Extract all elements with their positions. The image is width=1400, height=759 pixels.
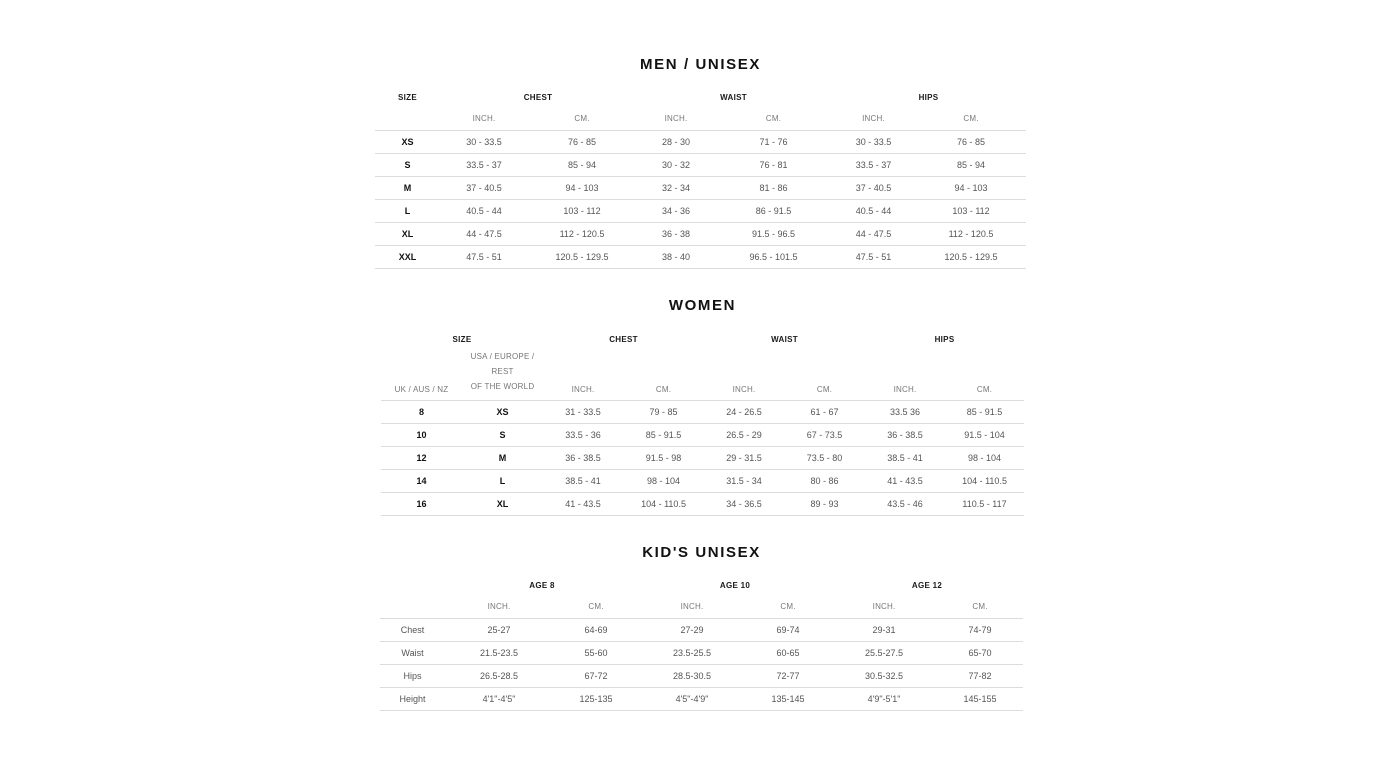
women-unit-header: CM. [816, 385, 833, 394]
value-cell: 120.5 - 129.5 [555, 251, 609, 262]
usa-size-cell: M [498, 453, 507, 463]
value-cell: 96.5 - 101.5 [749, 251, 798, 262]
value-cell: 36 - 38.5 [565, 453, 601, 463]
women-unit-header: INCH. [571, 385, 595, 394]
value-cell: 104 - 110.5 [962, 476, 1007, 486]
value-cell: 44 - 47.5 [855, 228, 892, 239]
value-cell: 26.5-28.5 [479, 670, 519, 681]
value-cell: 112 - 120.5 [948, 228, 994, 239]
value-cell: 37 - 40.5 [855, 182, 892, 193]
usa-size-cell: XL [496, 499, 509, 509]
value-cell: 71 - 76 [759, 136, 788, 147]
value-cell: 85 - 91.5 [966, 407, 1003, 417]
value-cell: 81 - 86 [759, 182, 788, 193]
value-cell: 76 - 85 [567, 136, 597, 147]
kids-unit-header: CM. [588, 602, 604, 612]
value-cell: 38.5 - 41 [565, 476, 601, 486]
men-unit-header: CM. [963, 114, 979, 124]
uk-size-cell: 10 [416, 430, 427, 440]
value-cell: 30 - 32 [661, 159, 691, 170]
size-cell: S [404, 159, 411, 170]
value-cell: 47.5 - 51 [855, 251, 892, 262]
kids-unit-header: CM. [780, 602, 796, 612]
women-usa-size-header [462, 349, 543, 401]
measure-label-cell: Chest [400, 624, 425, 635]
women-chest-header: CHEST [609, 334, 638, 344]
table-row [375, 130, 1026, 153]
table-row [380, 664, 1023, 687]
measure-label-cell: Hips [403, 670, 422, 681]
value-cell: 44 - 47.5 [466, 228, 502, 239]
value-cell: 85 - 94 [956, 159, 986, 170]
value-cell: 125-135 [579, 693, 613, 704]
value-cell: 98 - 104 [647, 476, 681, 486]
men-hips-header: HIPS [918, 93, 939, 102]
value-cell: 33.5 - 36 [565, 430, 601, 440]
kids-unit-spacer [380, 596, 445, 618]
measure-label-cell: Height [399, 693, 426, 704]
value-cell: 79 - 85 [649, 407, 678, 417]
uk-size-cell: 14 [416, 476, 427, 486]
value-cell: 30.5-32.5 [865, 670, 904, 681]
men-chest-header: CHEST [523, 93, 553, 102]
value-cell: 34 - 36 [661, 205, 691, 216]
women-size-header: SIZE [452, 334, 472, 344]
value-cell: 80 - 86 [810, 476, 839, 486]
value-cell: 27-29 [680, 624, 704, 635]
value-cell: 47.5 - 51 [466, 251, 502, 262]
women-unit-header: CM. [655, 385, 672, 394]
value-cell: 41 - 43.5 [887, 476, 923, 486]
women-usa-size-header-line2: OF THE WORLD [470, 382, 535, 391]
value-cell: 120.5 - 129.5 [944, 251, 998, 262]
value-cell: 34 - 36.5 [726, 499, 762, 509]
value-cell: 40.5 - 44 [466, 205, 502, 216]
value-cell: 77-82 [968, 670, 992, 681]
men-unit-header: INCH. [472, 114, 496, 124]
value-cell: 89 - 93 [810, 499, 839, 509]
value-cell: 86 - 91.5 [755, 205, 792, 216]
women-hips-header: HIPS [934, 334, 955, 344]
value-cell: 33.5 - 37 [466, 159, 502, 170]
value-cell: 28.5-30.5 [673, 670, 712, 681]
value-cell: 31 - 33.5 [565, 407, 601, 417]
men-title: MEN / UNISEX [640, 56, 761, 73]
table-row [381, 470, 1024, 493]
value-cell: 26.5 - 29 [726, 430, 762, 440]
table-row [381, 493, 1024, 516]
value-cell: 4'1"-4'5" [482, 693, 516, 704]
value-cell: 104 - 110.5 [641, 499, 686, 509]
uk-size-cell: 12 [416, 453, 427, 463]
value-cell: 43.5 - 46 [887, 499, 923, 509]
value-cell: 69-74 [776, 624, 800, 635]
men-waist-header: WAIST [720, 93, 747, 102]
value-cell: 110.5 - 117 [962, 499, 1007, 509]
size-cell: XXL [398, 251, 417, 262]
value-cell: 91.5 - 98 [645, 453, 682, 463]
women-section [381, 297, 1024, 509]
women-unit-header: INCH. [732, 385, 756, 394]
value-cell: 36 - 38.5 [887, 430, 923, 440]
value-cell: 67 - 73.5 [806, 430, 843, 440]
uk-size-cell: 16 [416, 499, 427, 509]
value-cell: 91.5 - 104 [964, 430, 1005, 440]
women-unit-header: INCH. [893, 385, 917, 394]
usa-size-cell: XS [496, 407, 509, 417]
table-row [381, 447, 1024, 470]
women-unit-header: CM. [976, 385, 993, 394]
kids-unit-header: INCH. [487, 602, 511, 612]
table-row [375, 199, 1026, 222]
value-cell: 32 - 34 [661, 182, 691, 193]
men-unit-spacer [375, 108, 440, 130]
table-row [380, 618, 1023, 641]
value-cell: 135-145 [771, 693, 805, 704]
value-cell: 72-77 [776, 670, 800, 681]
value-cell: 33.5 - 37 [855, 159, 892, 170]
value-cell: 29-31 [872, 624, 896, 635]
usa-size-cell: L [499, 476, 506, 486]
kids-unit-header: INCH. [872, 602, 896, 612]
value-cell: 85 - 91.5 [645, 430, 682, 440]
kids-size-table [380, 575, 1023, 711]
value-cell: 55-60 [584, 647, 608, 658]
women-usa-size-header-line1: USA / EUROPE / REST [470, 352, 535, 376]
value-cell: 38.5 - 41 [887, 453, 923, 463]
table-row [380, 687, 1023, 710]
value-cell: 25.5-27.5 [865, 647, 904, 658]
kids-section [380, 544, 1023, 719]
value-cell: 30 - 33.5 [855, 136, 892, 147]
value-cell: 61 - 67 [810, 407, 839, 417]
value-cell: 64-69 [584, 624, 608, 635]
value-cell: 23.5-25.5 [673, 647, 712, 658]
value-cell: 76 - 81 [759, 159, 788, 170]
women-title: WOMEN [668, 297, 737, 314]
value-cell: 29 - 31.5 [726, 453, 762, 463]
value-cell: 30 - 33.5 [466, 136, 502, 147]
value-cell: 36 - 38 [661, 228, 691, 239]
men-section [375, 56, 1026, 276]
kids-unit-header: INCH. [680, 602, 704, 612]
value-cell: 145-155 [963, 693, 997, 704]
value-cell: 24 - 26.5 [726, 407, 762, 417]
value-cell: 85 - 94 [567, 159, 597, 170]
women-size-table [381, 329, 1024, 516]
value-cell: 103 - 112 [952, 205, 990, 216]
table-row [380, 641, 1023, 664]
value-cell: 38 - 40 [661, 251, 691, 262]
value-cell: 74-79 [968, 624, 992, 635]
kids-age10-header: AGE 10 [719, 581, 751, 590]
kids-unit-header: CM. [972, 602, 988, 612]
value-cell: 91.5 - 96.5 [751, 228, 796, 239]
value-cell: 65-70 [968, 647, 992, 658]
men-size-header: SIZE [398, 93, 417, 102]
value-cell: 112 - 120.5 [559, 228, 605, 239]
size-cell: XL [401, 228, 414, 239]
value-cell: 67-72 [584, 670, 608, 681]
value-cell: 4'9"-5'1" [867, 693, 901, 704]
value-cell: 37 - 40.5 [466, 182, 502, 193]
value-cell: 41 - 43.5 [565, 499, 601, 509]
men-size-table [375, 87, 1026, 269]
size-cell: XS [401, 136, 414, 147]
uk-size-cell: 8 [418, 407, 424, 417]
men-unit-header: INCH. [664, 114, 688, 124]
value-cell: 94 - 103 [954, 182, 988, 193]
value-cell: 73.5 - 80 [806, 453, 843, 463]
kids-age8-header: AGE 8 [529, 581, 555, 590]
table-row [375, 222, 1026, 245]
size-cell: M [403, 182, 412, 193]
value-cell: 76 - 85 [956, 136, 986, 147]
usa-size-cell: S [499, 430, 506, 440]
value-cell: 40.5 - 44 [855, 205, 892, 216]
value-cell: 4'5"-4'9" [675, 693, 709, 704]
women-uk-size-header: UK / AUS / NZ [394, 385, 449, 394]
table-row [381, 424, 1024, 447]
table-row [375, 153, 1026, 176]
value-cell: 103 - 112 [563, 205, 601, 216]
table-row [381, 401, 1024, 424]
value-cell: 98 - 104 [968, 453, 1002, 463]
value-cell: 25-27 [487, 624, 511, 635]
value-cell: 28 - 30 [661, 136, 691, 147]
value-cell: 94 - 103 [565, 182, 599, 193]
table-row [375, 245, 1026, 268]
measure-label-cell: Waist [401, 647, 424, 658]
value-cell: 33.5 36 [890, 407, 921, 417]
men-unit-header: INCH. [862, 114, 885, 124]
table-row [375, 176, 1026, 199]
men-unit-header: CM. [574, 114, 590, 124]
kids-label-spacer [380, 575, 445, 596]
women-waist-header: WAIST [771, 334, 798, 344]
value-cell: 31.5 - 34 [726, 476, 762, 486]
value-cell: 60-65 [776, 647, 800, 658]
kids-title: KID'S UNISEX [642, 544, 761, 561]
men-unit-header: CM. [765, 114, 782, 124]
value-cell: 21.5-23.5 [479, 647, 519, 658]
size-cell: L [404, 205, 411, 216]
kids-age12-header: AGE 12 [911, 581, 943, 590]
